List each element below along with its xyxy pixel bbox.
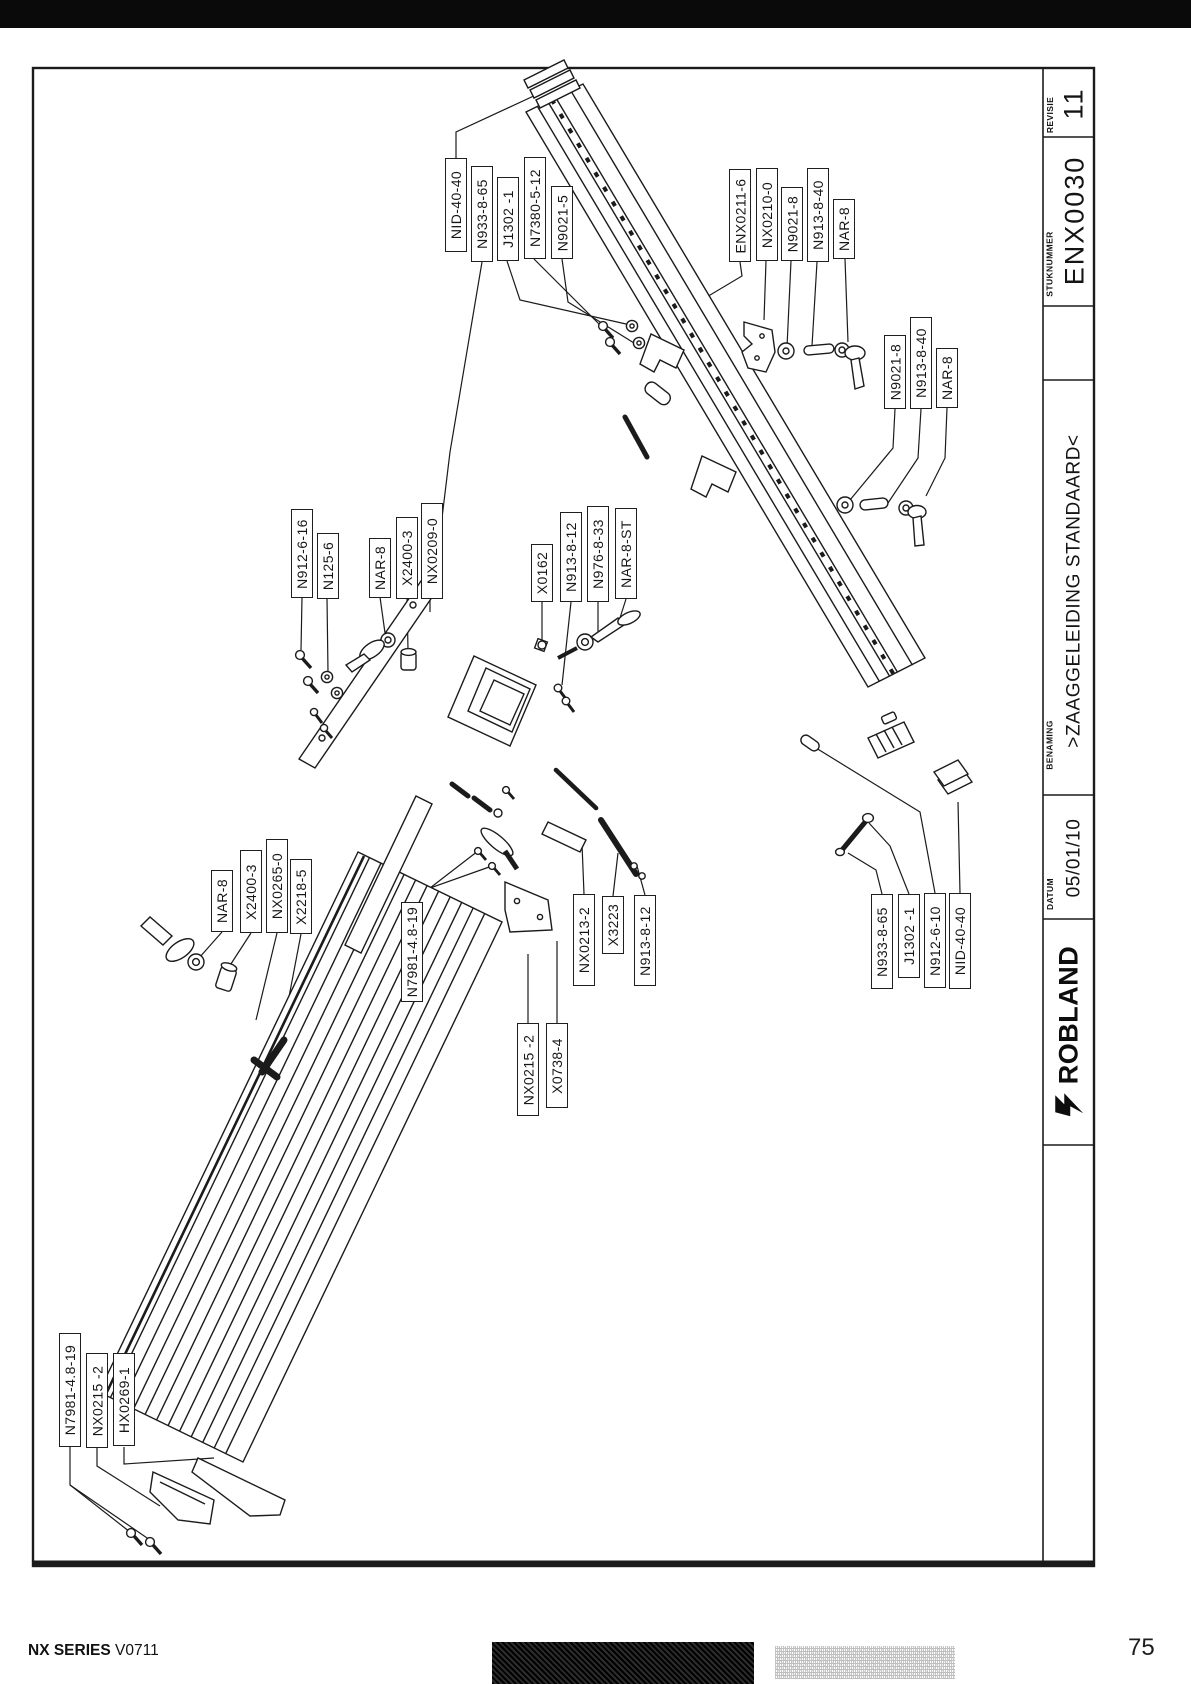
part-label: N913-8-40: [807, 168, 829, 262]
part-label: X2218-5: [290, 859, 312, 934]
part-label: N976-8-33: [587, 506, 609, 602]
part-label: N913-8-40: [910, 317, 932, 409]
part-label: NX0213-2: [573, 894, 595, 986]
redacted-black-bar: [492, 1642, 754, 1684]
part-label: NID-40-40: [949, 893, 971, 989]
part-label: N912-6-10: [924, 893, 946, 988]
part-label: J1302 -1: [898, 894, 920, 978]
revisie-caption: REVISIE: [1045, 96, 1055, 134]
robland-logo-icon: [1054, 1091, 1084, 1117]
part-label: X0162: [531, 544, 553, 602]
part-label: NX0210-0: [756, 168, 778, 261]
stuknummer-value: ENX0030: [1059, 155, 1089, 285]
part-label: N7380-5-12: [524, 157, 546, 259]
part-label: NX0209-0: [421, 503, 443, 599]
part-label: N913-8-12: [560, 512, 582, 602]
part-label: NAR-8-ST: [615, 508, 637, 599]
part-label: NAR-8: [936, 348, 958, 408]
datum-value: 05/01/10: [1063, 818, 1085, 898]
bracket-assembly: [742, 322, 865, 389]
part-label: N9021-8: [781, 187, 803, 261]
robland-logo: [1045, 921, 1092, 1141]
part-label: N913-8-12: [634, 895, 656, 986]
part-label: N125-6: [317, 533, 339, 599]
part-label: N7981-4.8-19: [401, 902, 423, 1002]
part-label: NID-40-40: [445, 158, 467, 252]
part-label: NX0215 -2: [517, 1023, 539, 1116]
part-label: N933-8-65: [871, 894, 893, 989]
part-label: NX0215 -2: [86, 1353, 108, 1448]
part-label: X2400-3: [396, 517, 418, 599]
footer-series-name: NX SERIES: [28, 1642, 111, 1659]
guide-rail: [524, 60, 925, 687]
clamp-block-assembly: [448, 608, 642, 817]
footer-series-text: [28, 1642, 159, 1660]
part-label: NX0265-0: [266, 839, 288, 933]
part-label: J1302 -1: [497, 177, 519, 261]
part-label: N933-8-65: [471, 166, 493, 262]
part-label: X3223: [602, 896, 624, 954]
part-label: X2400-3: [240, 850, 262, 933]
stuknummer-caption: STUKNUMMER: [1045, 231, 1056, 297]
part-label: NAR-8: [833, 199, 855, 259]
benaming-caption: BENAMING: [1045, 720, 1056, 770]
fence-extrusion: [99, 796, 645, 1554]
part-label: NAR-8: [369, 538, 391, 598]
datum-caption: DATUM: [1045, 877, 1055, 911]
part-label: NAR-8: [211, 870, 233, 932]
lower-right-parts: [799, 711, 972, 855]
part-label: N912-6-16: [291, 509, 313, 598]
part-label: X0738-4: [546, 1023, 568, 1108]
halftone-noise-region: [775, 1646, 955, 1679]
revisie-value: 11: [1059, 86, 1089, 120]
part-label: HX0269-1: [113, 1353, 135, 1446]
part-label: N7981-4.8-19: [59, 1333, 81, 1447]
page-number: 75: [1128, 1634, 1155, 1661]
benaming-value: >ZAAGGELEIDING STANDAARD<: [1063, 434, 1085, 748]
support-bar-assembly: [296, 581, 437, 768]
footer-version: V0711: [115, 1642, 159, 1659]
part-label: N9021-5: [551, 186, 573, 259]
part-label: ENX0211-6: [729, 169, 751, 262]
robland-logo-text: ROBLAND: [1053, 945, 1083, 1084]
part-label: N9021-8: [884, 335, 906, 409]
